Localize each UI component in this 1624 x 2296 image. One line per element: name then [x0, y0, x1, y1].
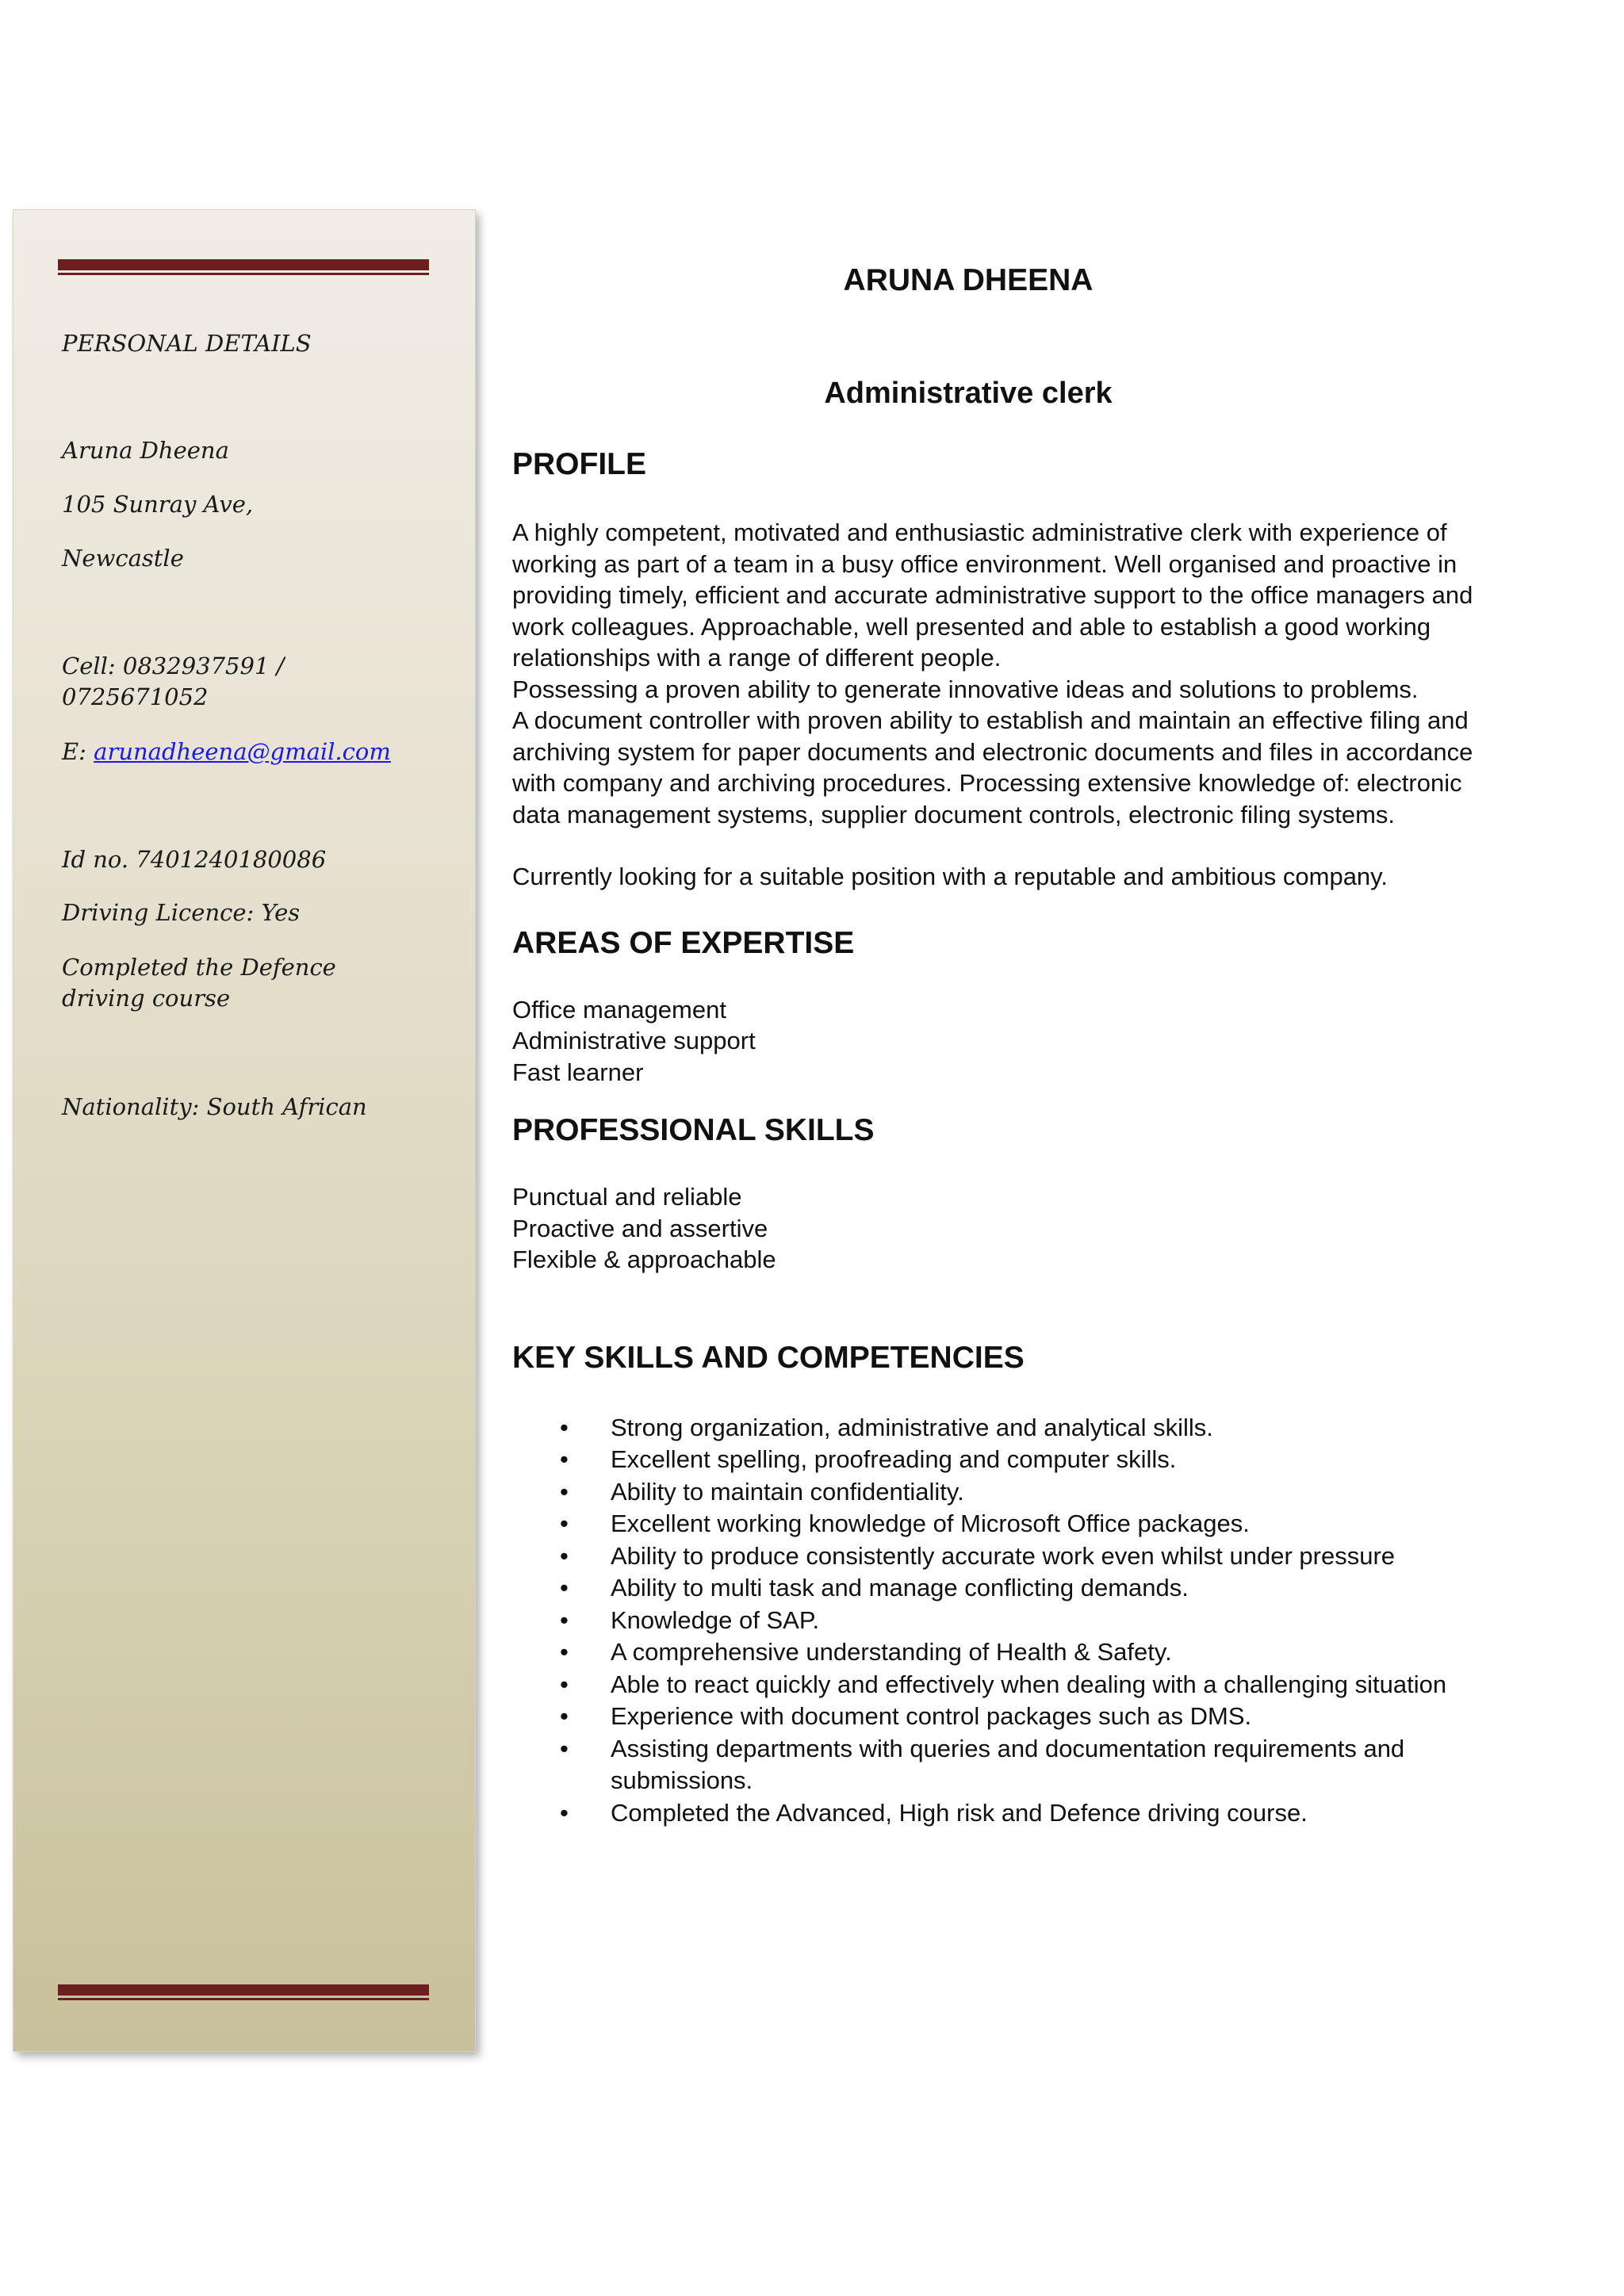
areas-of-expertise-list [512, 994, 1496, 1089]
candidate-name: ARUNA DHEENA [843, 263, 1094, 297]
areas-of-expertise-heading: AREAS OF EXPERTISE [512, 925, 855, 960]
key-skill-text: Ability to produce consistently accurate work even whilst under pressure [611, 1541, 1396, 1570]
key-skill-text: Completed the Advanced, High risk and Defence driving course. [611, 1798, 1308, 1827]
key-skill-text: Knowledge of SAP. [611, 1605, 820, 1634]
key-skill-item [512, 1508, 1496, 1540]
bullet-icon: • [560, 1638, 569, 1666]
bullet-icon: • [560, 1445, 569, 1473]
sidebar-top-rule [58, 259, 429, 275]
bullet-icon: • [560, 1413, 569, 1441]
key-skills-heading: KEY SKILLS AND COMPETENCIES [512, 1340, 1025, 1375]
bullet-icon: • [560, 1510, 569, 1537]
profile-spacer [512, 830, 1496, 861]
key-skill-text: Excellent spelling, proofreading and computer skills. [611, 1445, 1177, 1473]
bullet-icon: • [560, 1477, 569, 1506]
profile-paragraph: A document controller with proven ability to establish and maintain an effective filing and archiving system for paper documents and electronic documents and files in accordance with company and archiving procedures. Processing extensive knowledge of: electronic data management systems, supplier document controls, electronic filing systems. [512, 706, 1473, 828]
profile-paragraph: Possessing a proven ability to generate innovative ideas and solutions to problems. [512, 675, 1419, 703]
sidebar-email-row [62, 737, 435, 767]
key-skill-text: Experience with document control packages such as DMS. [611, 1702, 1252, 1730]
profile-paragraph: A highly competent, motivated and enthusiastic administrative clerk with experience of working as part of a team in a busy office environment. Well organised and proactive in providing timely, efficient and accurate administrative support to the office managers and work colleagues. Approachable, well presented and able to establish a good working relationships with a range of different people. [512, 519, 1473, 672]
key-skill-item [512, 1572, 1496, 1605]
sidebar-bottom-rule-thin [58, 1998, 429, 2000]
personal-details-sidebar [13, 209, 476, 2052]
key-skill-item [512, 1444, 1496, 1476]
sidebar-address-line2: Newcastle [62, 545, 184, 572]
key-skill-text: A comprehensive understanding of Health & Safety. [611, 1638, 1172, 1666]
bullet-icon: • [560, 1798, 569, 1827]
expertise-item: Fast learner [512, 1058, 644, 1086]
key-skill-item [512, 1412, 1496, 1445]
job-title: Administrative clerk [824, 377, 1113, 410]
sidebar-top-rule-thick [58, 259, 429, 270]
resume-main-column [512, 262, 1496, 1829]
sidebar-email-link[interactable]: arunadheena@gmail.com [94, 738, 391, 765]
key-skill-item [512, 1605, 1496, 1637]
expertise-item: Office management [512, 995, 726, 1024]
sidebar-top-rule-thin [58, 273, 429, 275]
key-skill-text: Able to react quickly and effectively when dealing with a challenging situation [611, 1670, 1447, 1698]
sidebar-name: Aruna Dheena [62, 437, 229, 464]
sidebar-defence-course: Completed the Defence driving course [62, 954, 336, 1012]
key-skill-item [512, 1701, 1496, 1733]
profile-body [512, 517, 1496, 893]
sidebar-email-prefix: E: [62, 738, 94, 765]
sidebar-nationality: Nationality: South African [62, 1093, 367, 1120]
professional-skills-list [512, 1181, 1496, 1276]
personal-details-heading: PERSONAL DETAILS [62, 330, 312, 357]
sidebar-cell-numbers: Cell: 0832937591 / 0725671052 [62, 652, 285, 710]
bullet-icon: • [560, 1541, 569, 1570]
key-skill-item [512, 1797, 1496, 1830]
bullet-icon: • [560, 1574, 569, 1601]
key-skill-text: Ability to multi task and manage conflicting demands. [611, 1574, 1189, 1601]
key-skill-item [512, 1733, 1496, 1797]
professional-skill-item: Punctual and reliable [512, 1183, 742, 1211]
professional-skills-heading: PROFESSIONAL SKILLS [512, 1113, 875, 1147]
bullet-icon: • [560, 1702, 569, 1730]
sidebar-id-number: Id no. 7401240180086 [62, 846, 327, 873]
key-skill-item [512, 1636, 1496, 1669]
key-skill-text: Strong organization, administrative and analytical skills. [611, 1413, 1213, 1441]
sidebar-address-line1: 105 Sunray Ave, [62, 491, 254, 518]
professional-skill-item: Proactive and assertive [512, 1214, 768, 1242]
key-skill-text: Assisting departments with queries and documentation requirements and submissions. [611, 1734, 1405, 1794]
sidebar-bottom-rule-thick [58, 1984, 429, 1996]
key-skill-item [512, 1476, 1496, 1509]
key-skills-list [512, 1412, 1496, 1830]
key-skill-item [512, 1540, 1496, 1573]
profile-paragraph: Currently looking for a suitable position with a reputable and ambitious company. [512, 863, 1388, 890]
key-skill-text: Ability to maintain confidentiality. [611, 1477, 964, 1506]
bullet-icon: • [560, 1605, 569, 1634]
bullet-icon: • [560, 1734, 569, 1762]
profile-heading: PROFILE [512, 447, 647, 481]
sidebar-driving-licence: Driving Licence: Yes [62, 899, 301, 926]
key-skill-text: Excellent working knowledge of Microsoft Office packages. [611, 1510, 1250, 1537]
bullet-icon: • [560, 1670, 569, 1698]
sidebar-bottom-rule [58, 1984, 429, 2000]
expertise-item: Administrative support [512, 1027, 756, 1054]
key-skill-item [512, 1669, 1496, 1701]
professional-skill-item: Flexible & approachable [512, 1246, 776, 1273]
